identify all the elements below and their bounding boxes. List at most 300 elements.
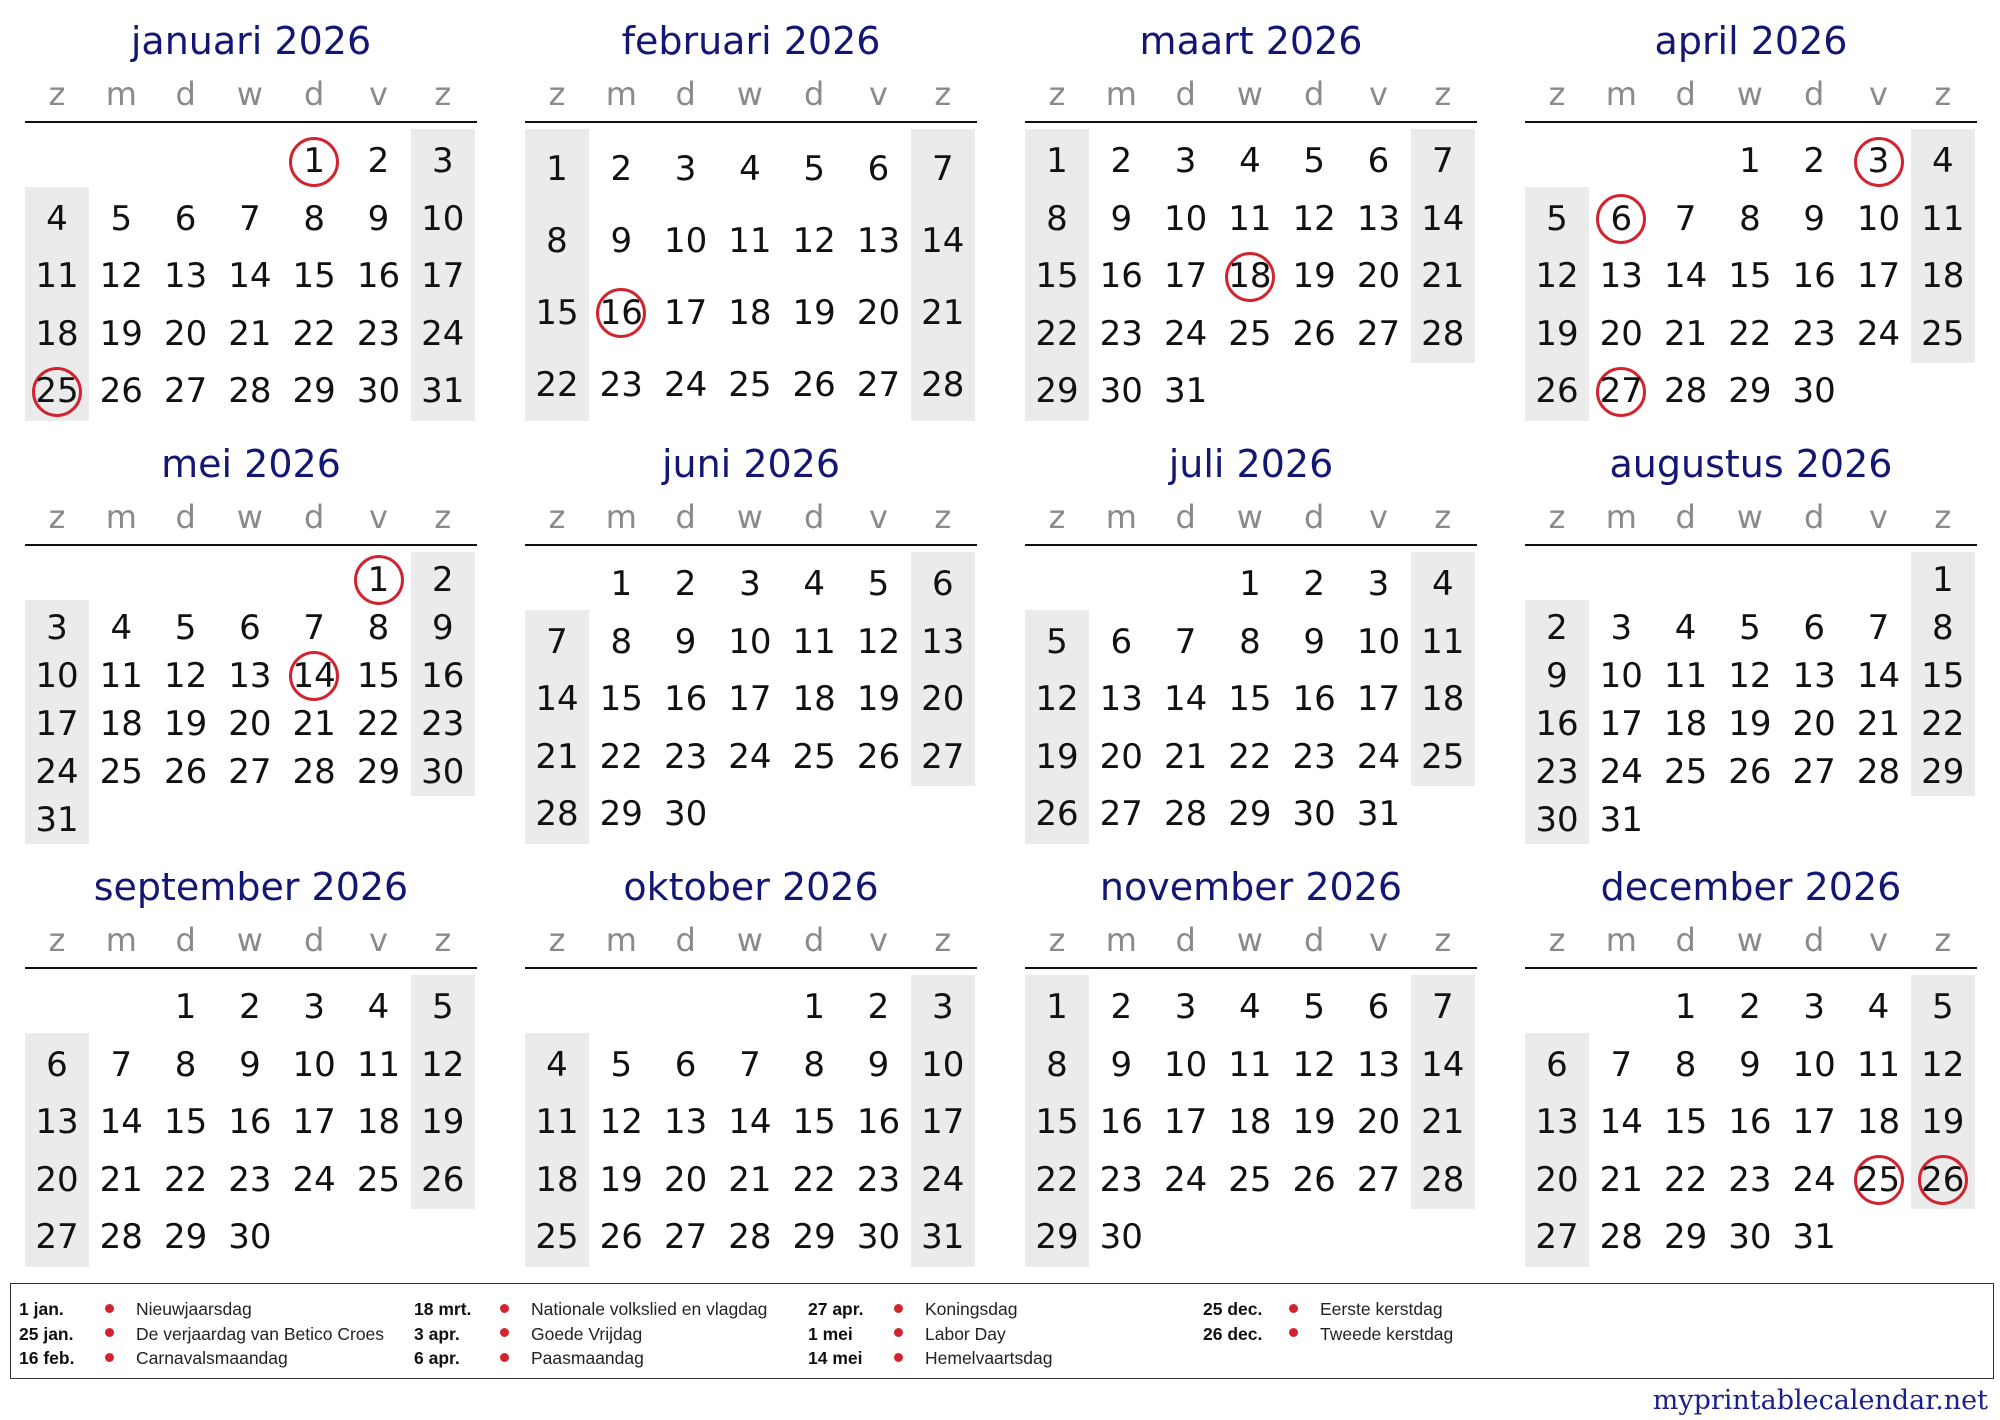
date-number: 9	[1739, 1044, 1761, 1085]
date-number: 8	[546, 221, 568, 261]
weekday-header: z	[1548, 921, 1566, 959]
date-number: 20	[1535, 1159, 1579, 1200]
header-divider	[1525, 967, 1977, 969]
date-number: 12	[1728, 656, 1772, 696]
calendar-date	[718, 729, 782, 787]
legend-holiday-name: Labor Day	[925, 1323, 1006, 1344]
weekday-header: z	[548, 498, 566, 536]
date-number: 28	[728, 1217, 772, 1257]
date-number: 10	[728, 621, 772, 662]
calendar-date	[1282, 786, 1346, 844]
date-number: 11	[792, 621, 836, 662]
calendar-date	[218, 1209, 282, 1267]
date-number: 15	[1035, 1102, 1079, 1142]
date-number: 17	[1356, 679, 1401, 719]
month-calendar	[1525, 846, 1977, 1266]
date-number: 21	[228, 313, 272, 354]
date-number: 5	[1046, 621, 1068, 662]
calendar-date	[1089, 133, 1153, 191]
calendar-date	[89, 748, 153, 796]
weekday-header: d	[804, 498, 825, 536]
calendar-date	[718, 1094, 782, 1152]
date-number: 10	[1163, 1044, 1208, 1085]
calendar-date	[1218, 133, 1282, 191]
date-number: 2	[367, 141, 390, 181]
calendar-date	[1218, 1152, 1282, 1210]
calendar-date	[1347, 671, 1411, 729]
calendar-date	[1154, 1094, 1218, 1152]
date-number: 6	[1110, 621, 1133, 662]
calendar-date	[1347, 1152, 1411, 1210]
date-number: 31	[1356, 794, 1401, 834]
calendar-date	[1089, 306, 1153, 364]
date-number: 16	[856, 1102, 901, 1142]
site-credit[interactable]: myprintablecalendar.net	[1652, 1385, 1988, 1416]
calendar-date	[1347, 729, 1411, 787]
calendar-date	[347, 133, 411, 191]
holiday-date	[282, 652, 346, 700]
calendar-date	[1411, 306, 1475, 364]
weekday-header: d	[304, 921, 325, 959]
weekday-header: d	[1304, 498, 1325, 536]
date-number: 20	[663, 1159, 708, 1200]
legend-entry	[414, 1297, 767, 1322]
date-number: 28	[1599, 1217, 1643, 1257]
date-number: 30	[228, 1217, 272, 1257]
calendar-date	[1718, 1152, 1782, 1210]
calendar-date	[218, 748, 282, 796]
date-number: 19	[1728, 704, 1772, 744]
calendar-date	[525, 729, 589, 787]
calendar-date	[782, 979, 846, 1037]
legend-holiday-name: Hemelvaartsdag	[925, 1348, 1053, 1368]
calendar-date	[411, 1152, 475, 1210]
calendar-date	[1654, 1152, 1718, 1210]
date-number: 19	[163, 704, 208, 744]
calendar-date	[1525, 1209, 1589, 1267]
calendar-date	[1718, 748, 1782, 796]
date-number: 14	[99, 1102, 143, 1142]
date-number: 26	[99, 371, 143, 411]
calendar-date	[1411, 979, 1475, 1037]
calendar-date	[1847, 979, 1911, 1037]
calendar-date	[1589, 306, 1653, 364]
date-number: 3	[46, 608, 68, 648]
date-number: 4	[1431, 564, 1454, 604]
date-number: 23	[1099, 1159, 1143, 1200]
date-number: 16	[1292, 679, 1336, 719]
date-number: 3	[431, 141, 454, 181]
calendar-date	[1411, 1152, 1475, 1210]
weekday-header: d	[1175, 75, 1196, 113]
calendar-date	[847, 1152, 911, 1210]
legend-holiday-name: Tweede kerstdag	[1320, 1323, 1454, 1344]
weekday-header: m	[1605, 498, 1637, 536]
date-number: 7	[1610, 1044, 1633, 1085]
date-number: 18	[792, 679, 836, 719]
calendar-date	[782, 556, 846, 614]
calendar-date	[154, 748, 218, 796]
calendar-date	[1218, 979, 1282, 1037]
weekday-header: v	[869, 75, 888, 113]
bullet-dot-icon	[894, 1304, 903, 1313]
date-number: 26	[1035, 794, 1079, 834]
date-number: 27	[1356, 313, 1401, 354]
calendar-date	[654, 133, 718, 205]
calendar-date	[1782, 1094, 1846, 1152]
date-number: 16	[356, 256, 401, 296]
weekday-header: d	[175, 921, 196, 959]
calendar-date	[1911, 748, 1975, 796]
weekday-header: z	[1434, 75, 1452, 113]
weekday-header: w	[236, 921, 263, 959]
weekday-header: d	[1304, 921, 1325, 959]
holiday-date	[1218, 248, 1282, 306]
calendar-date	[911, 349, 975, 421]
date-number: 23	[1099, 313, 1143, 354]
calendar-date	[1154, 786, 1218, 844]
calendar-date	[89, 652, 153, 700]
legend-entry	[1203, 1322, 1453, 1347]
date-number: 19	[421, 1102, 465, 1142]
calendar-date	[1347, 1037, 1411, 1095]
calendar-date	[1847, 652, 1911, 700]
date-number: 17	[1163, 256, 1208, 296]
calendar-date	[782, 349, 846, 421]
weekday-header: m	[1105, 498, 1137, 536]
weekday-header: v	[869, 921, 888, 959]
calendar-date	[1411, 1094, 1475, 1152]
weekday-header: w	[1236, 498, 1263, 536]
date-number: 15	[356, 656, 401, 696]
calendar-date	[1347, 248, 1411, 306]
weekday-header: m	[1605, 75, 1637, 113]
month-title: november 2026	[1099, 865, 1403, 909]
calendar-date	[1718, 700, 1782, 748]
date-number: 1	[610, 564, 633, 604]
date-number: 13	[1599, 256, 1643, 296]
weekday-header: v	[1869, 75, 1888, 113]
date-number: 27	[921, 736, 965, 777]
calendar-date	[1411, 248, 1475, 306]
weekday-header: z	[1048, 75, 1066, 113]
calendar-date	[89, 363, 153, 421]
holiday-date	[282, 133, 346, 191]
header-divider	[1025, 121, 1477, 123]
calendar-date	[1089, 979, 1153, 1037]
calendar-date	[1218, 614, 1282, 672]
date-number: 31	[1599, 800, 1643, 840]
date-number: 17	[292, 1102, 336, 1142]
date-number: 19	[99, 313, 143, 354]
date-number: 22	[599, 736, 643, 777]
date-number: 14	[1421, 198, 1465, 239]
calendar-date	[1654, 1209, 1718, 1267]
date-number: 19	[599, 1159, 643, 1200]
calendar-date	[218, 979, 282, 1037]
calendar-date	[1411, 671, 1475, 729]
date-number: 5	[867, 564, 890, 604]
weekday-header: v	[1369, 75, 1388, 113]
calendar-date	[1847, 748, 1911, 796]
date-number: 8	[367, 608, 390, 648]
date-number: 13	[163, 256, 208, 296]
calendar-date	[782, 614, 846, 672]
bullet-dot-icon	[500, 1328, 509, 1337]
calendar-date	[718, 614, 782, 672]
date-number: 3	[1803, 987, 1825, 1027]
calendar-date	[654, 277, 718, 349]
date-number: 25	[728, 365, 772, 405]
date-number: 20	[1792, 704, 1836, 744]
date-number: 29	[1921, 752, 1965, 792]
date-number: 16	[663, 679, 708, 719]
calendar-date	[782, 205, 846, 277]
weekday-header: z	[934, 75, 952, 113]
date-number: 1	[367, 560, 390, 600]
calendar-date	[347, 604, 411, 652]
date-number: 4	[367, 987, 390, 1027]
calendar-date	[411, 248, 475, 306]
month-calendar	[25, 846, 477, 1266]
weekday-header: v	[869, 498, 888, 536]
calendar-date	[1411, 1037, 1475, 1095]
month-title: juni 2026	[661, 442, 841, 486]
calendar-date	[1282, 133, 1346, 191]
legend-holiday-name: Nationale volkslied en vlagdag	[531, 1299, 768, 1319]
bullet-dot-icon	[500, 1304, 509, 1313]
legend-entry	[808, 1346, 1052, 1371]
date-number: 17	[35, 704, 79, 744]
date-number: 31	[35, 800, 79, 840]
date-number: 2	[610, 149, 633, 189]
date-number: 3	[1367, 564, 1390, 604]
calendar-date	[1589, 748, 1653, 796]
bullet-dot-icon	[500, 1353, 509, 1362]
calendar-date	[1218, 1037, 1282, 1095]
legend-holiday-name: Carnavalsmaandag	[136, 1348, 288, 1368]
calendar-date	[1282, 671, 1346, 729]
calendar-date	[589, 349, 653, 421]
weekday-header: w	[236, 75, 263, 113]
weekday-header: m	[605, 498, 637, 536]
month-title: december 2026	[1600, 865, 1902, 909]
date-number: 26	[1921, 1159, 1965, 1200]
calendar-date	[282, 1152, 346, 1210]
weekday-header: z	[48, 498, 66, 536]
calendar-date	[1782, 979, 1846, 1037]
date-number: 9	[1303, 621, 1325, 662]
date-number: 21	[535, 736, 579, 777]
date-number: 24	[1856, 313, 1901, 354]
header-divider	[25, 121, 477, 123]
calendar-date	[911, 729, 975, 787]
date-number: 22	[1035, 313, 1079, 354]
bullet-dot-icon	[105, 1304, 114, 1313]
calendar-date	[154, 363, 218, 421]
weekday-header: d	[1175, 921, 1196, 959]
calendar-date	[1589, 248, 1653, 306]
date-number: 23	[228, 1159, 272, 1200]
calendar-date	[654, 1152, 718, 1210]
calendar-date	[1847, 604, 1911, 652]
date-number: 2	[1546, 608, 1568, 648]
calendar-date	[1718, 1094, 1782, 1152]
weekday-header: v	[369, 75, 388, 113]
calendar-date	[1282, 614, 1346, 672]
calendar-date	[525, 349, 589, 421]
calendar-date	[654, 614, 718, 672]
calendar-date	[525, 1094, 589, 1152]
calendar-date	[654, 1037, 718, 1095]
date-number: 7	[239, 198, 261, 239]
date-number: 24	[921, 1159, 965, 1200]
calendar-date	[89, 700, 153, 748]
calendar-date	[25, 1094, 89, 1152]
date-number: 4	[110, 608, 133, 648]
weekday-header: v	[1869, 921, 1888, 959]
date-number: 9	[1110, 198, 1133, 239]
holiday-date	[1911, 1152, 1975, 1210]
weekday-header: d	[1804, 498, 1825, 536]
legend-entry	[414, 1322, 767, 1347]
weekday-header: m	[105, 75, 137, 113]
date-number: 22	[163, 1159, 208, 1200]
date-number: 29	[1035, 371, 1079, 411]
calendar-date	[154, 1152, 218, 1210]
weekday-header: v	[1869, 498, 1888, 536]
date-number: 22	[292, 313, 336, 354]
month-title: maart 2026	[1139, 19, 1363, 63]
date-number: 2	[1110, 987, 1133, 1027]
calendar-date	[1089, 729, 1153, 787]
calendar-date	[589, 614, 653, 672]
date-number: 12	[163, 656, 208, 696]
date-number: 19	[1035, 736, 1079, 777]
legend-holiday-name: Nieuwjaarsdag	[136, 1299, 252, 1319]
calendar-date	[89, 191, 153, 249]
calendar-date	[218, 191, 282, 249]
calendar-date	[1654, 248, 1718, 306]
date-number: 18	[1663, 704, 1708, 744]
calendar-date	[1411, 191, 1475, 249]
date-number: 15	[1921, 656, 1965, 696]
calendar-date	[1282, 248, 1346, 306]
calendar-date	[847, 1209, 911, 1267]
date-number: 3	[1174, 987, 1197, 1027]
date-number: 26	[792, 365, 836, 405]
date-number: 16	[421, 656, 465, 696]
date-number: 2	[1739, 987, 1761, 1027]
calendar-date	[347, 700, 411, 748]
calendar-date	[718, 1209, 782, 1267]
calendar-date	[1089, 671, 1153, 729]
calendar-date	[1911, 979, 1975, 1037]
month-title: januari 2026	[130, 19, 372, 63]
calendar-date	[1911, 306, 1975, 364]
month-calendar	[1525, 423, 1977, 843]
month-calendar	[525, 846, 977, 1266]
date-number: 5	[1739, 608, 1761, 648]
weekday-header: z	[48, 75, 66, 113]
date-number: 9	[867, 1044, 890, 1085]
date-number: 25	[35, 371, 79, 411]
header-divider	[1025, 544, 1477, 546]
date-number: 11	[1921, 198, 1965, 239]
calendar-date	[1347, 1094, 1411, 1152]
calendar-date	[1218, 729, 1282, 787]
weekday-header: w	[736, 921, 763, 959]
date-number: 7	[1431, 987, 1454, 1027]
date-number: 28	[1421, 313, 1465, 354]
calendar-date	[847, 729, 911, 787]
date-number: 20	[35, 1159, 79, 1200]
date-number: 23	[856, 1159, 901, 1200]
date-number: 18	[356, 1102, 401, 1142]
calendar-date	[282, 1037, 346, 1095]
date-number: 6	[174, 198, 197, 239]
legend-holiday-name: Koningsdag	[925, 1299, 1018, 1319]
calendar-date	[411, 979, 475, 1037]
legend-column	[19, 1297, 384, 1371]
date-number: 6	[1546, 1044, 1568, 1085]
calendar-date	[347, 748, 411, 796]
calendar-date	[1525, 306, 1589, 364]
date-number: 29	[1663, 1217, 1708, 1257]
calendar-date	[1654, 191, 1718, 249]
weekday-header: d	[1804, 75, 1825, 113]
calendar-date	[1282, 979, 1346, 1037]
date-number: 24	[1599, 752, 1643, 792]
date-number: 17	[1792, 1102, 1836, 1142]
date-number: 30	[1792, 371, 1836, 411]
calendar-date	[1718, 363, 1782, 421]
bullet-dot-icon	[1289, 1328, 1298, 1337]
weekday-header: m	[1105, 921, 1137, 959]
date-number: 30	[1535, 800, 1579, 840]
date-number: 23	[663, 736, 708, 777]
date-number: 6	[931, 564, 954, 604]
calendar-date	[1589, 700, 1653, 748]
calendar-date	[847, 205, 911, 277]
calendar-date	[1911, 604, 1975, 652]
date-number: 17	[1599, 704, 1643, 744]
date-number: 11	[728, 221, 772, 261]
calendar-date	[1589, 1209, 1653, 1267]
calendar-date	[218, 700, 282, 748]
date-number: 7	[1867, 608, 1890, 648]
date-number: 15	[792, 1102, 836, 1142]
date-number: 17	[921, 1102, 965, 1142]
date-number: 13	[228, 656, 272, 696]
date-number: 14	[1163, 679, 1208, 719]
calendar-date	[911, 979, 975, 1037]
date-number: 20	[921, 679, 965, 719]
date-number: 23	[1728, 1159, 1772, 1200]
legend-date: 14 mei	[808, 1348, 863, 1368]
weekday-header: d	[304, 498, 325, 536]
date-number: 18	[728, 293, 772, 333]
calendar-date	[1525, 748, 1589, 796]
date-number: 4	[739, 149, 761, 189]
date-number: 20	[1356, 256, 1401, 296]
legend-date: 25 dec.	[1203, 1299, 1263, 1319]
calendar-date	[782, 671, 846, 729]
calendar-date	[1411, 133, 1475, 191]
weekday-header: z	[434, 498, 452, 536]
date-number: 10	[1792, 1044, 1836, 1085]
calendar-date	[654, 786, 718, 844]
